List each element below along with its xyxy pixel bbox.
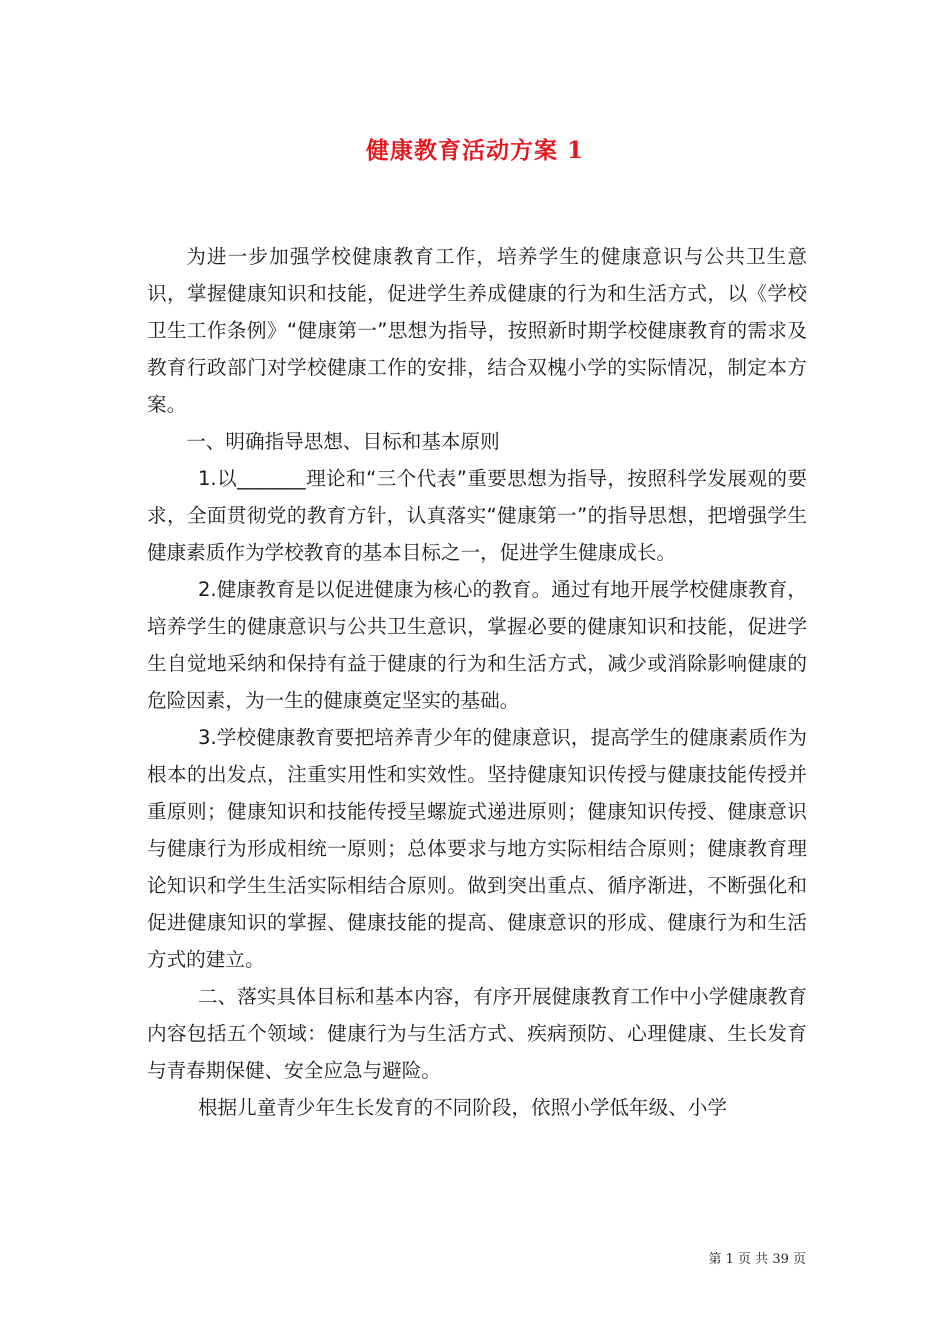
paragraph-intro: 为进一步加强学校健康教育工作，培养学生的健康意识与公共卫生意识，掌握健康知识和技能，促进学生养成健康的行为和生活方式，以《学校卫生工作条例》“健康第一”思想为指导，按照新时期学校健康教育的需求及教育行政部门对学校健康工作的安排，结合双槐小学的实际情况，制定本方案。 bbox=[147, 245, 807, 416]
paragraph-growth-stages: 根据儿童青少年生长发育的不同阶段，依照小学低年级、小学 bbox=[197, 1096, 727, 1119]
document-title: 健康教育活动方案 1 bbox=[365, 137, 584, 164]
document-body bbox=[147, 238, 807, 1126]
section-heading-1: 一、明确指导思想、目标和基本原则 bbox=[186, 430, 500, 453]
paragraph-item-3: 3.学校健康教育要把培养青少年的健康意识，提高学生的健康素质作为根本的出发点，注重实用性和实效性。坚持健康知识传授与健康技能传授并重原则；健康知识和技能传授呈螺旋式递进原则；健康知识传授、健康意识与健康行为形成相统一原则；总体要求与地方实际相结合原则；健康教育理论知识和学生生活实际相结合原则。做到突出重点、循序渐进，不断强化和促进健康知识的掌握、健康技能的提高、健康意识的形成、健康行为和生活方式的建立。 bbox=[147, 726, 807, 971]
page-number-footer: 第 1 页 共 39 页 bbox=[708, 1252, 806, 1267]
paragraph-item-2: 2.健康教育是以促进健康为核心的教育。通过有地开展学校健康教育，培养学生的健康意识与公共卫生意识，掌握必要的健康知识和技能，促进学生自觉地采纳和保持有益于健康的行为和生活方式，减少或消除影响健康的危险因素，为一生的健康奠定坚实的基础。 bbox=[147, 578, 807, 712]
section-heading-2-paragraph: 二、落实具体目标和基本内容，有序开展健康教育工作中小学健康教育内容包括五个领域：健康行为与生活方式、疾病预防、心理健康、生长发育与青春期保健、安全应急与避险。 bbox=[147, 985, 807, 1082]
paragraph-item-1: 1.以_______理论和“三个代表”重要思想为指导，按照科学发展观的要求，全面贯彻党的教育方针，认真落实“健康第一”的指导思想，把增强学生健康素质作为学校教育的基本目标之一，促进学生健康成长。 bbox=[147, 467, 807, 564]
